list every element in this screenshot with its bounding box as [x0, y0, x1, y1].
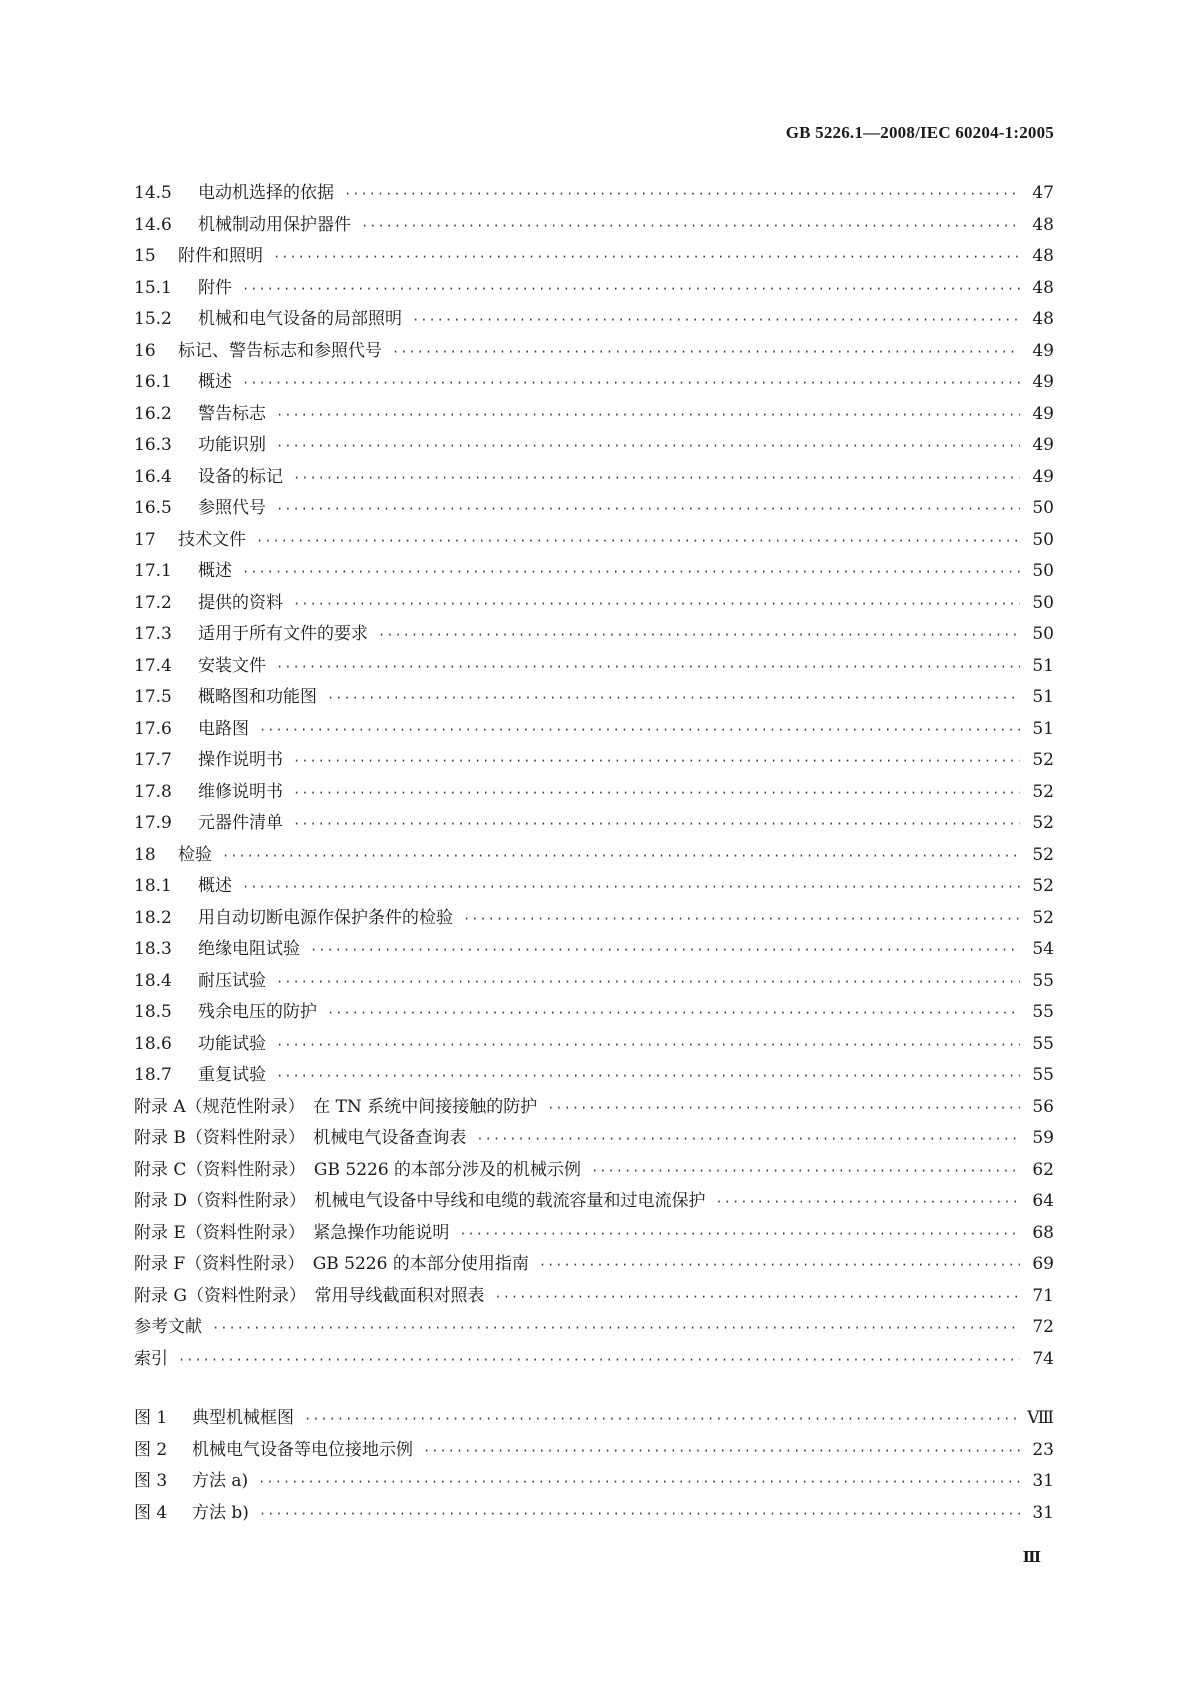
entry-title: 功能试验	[198, 1033, 266, 1054]
entry-title: 适用于所有文件的要求	[198, 624, 368, 644]
entry-page-number: 62	[1032, 1159, 1054, 1180]
entry-page-number: 51	[1032, 718, 1054, 739]
dot-leader	[459, 1219, 1020, 1251]
entry-page-number: 68	[1032, 1222, 1054, 1243]
entry-page-number: 52	[1032, 844, 1054, 865]
entry-title: 附录 D（资料性附录） 机械电气设备中导线和电缆的载流容量和过电流保护	[134, 1191, 706, 1211]
entry-page-number: 74	[1032, 1348, 1054, 1369]
entry-number: 17.2	[134, 592, 172, 613]
toc-entry[interactable]	[134, 1281, 1054, 1313]
figure-entry[interactable]	[134, 1466, 1054, 1498]
toc-entry[interactable]	[134, 1029, 1054, 1061]
entry-title: 典型机械框图	[192, 1408, 294, 1428]
list-of-figures	[134, 1403, 1054, 1529]
dot-leader	[293, 809, 1020, 841]
entry-number: 17.3	[134, 624, 172, 644]
entry-title: 概述	[198, 876, 232, 896]
entry-number: 18.3	[134, 939, 172, 959]
dot-leader	[304, 1404, 1017, 1436]
dot-leader	[242, 872, 1020, 904]
entry-title: 维修说明书	[198, 781, 283, 802]
dot-leader	[361, 211, 1020, 243]
toc-entry[interactable]	[134, 1344, 1054, 1376]
dot-leader	[276, 431, 1020, 463]
toc-entry[interactable]	[134, 966, 1054, 998]
entry-number: 图 4	[134, 1502, 168, 1523]
entry-title: 检验	[178, 844, 212, 865]
dot-leader	[378, 620, 1020, 652]
dot-leader	[242, 557, 1020, 589]
entry-number: 14.5	[134, 183, 172, 203]
entry-title: 参照代号	[198, 498, 266, 518]
entry-title: 附录 E（资料性附录） 紧急操作功能说明	[134, 1222, 450, 1243]
toc-entry[interactable]	[134, 903, 1054, 935]
dot-leader	[494, 1282, 1020, 1314]
page-number: Ⅲ	[1022, 1550, 1041, 1566]
dot-leader	[293, 778, 1020, 810]
entry-page-number: 55	[1032, 970, 1054, 991]
entry-page-number: 49	[1032, 372, 1054, 392]
entry-page-number: 49	[1032, 403, 1054, 424]
entry-page-number: 48	[1032, 246, 1054, 266]
entry-page-number: 31	[1032, 1502, 1054, 1523]
entry-page-number: 50	[1032, 592, 1054, 613]
dot-leader	[591, 1156, 1020, 1188]
entry-title: 技术文件	[178, 529, 246, 550]
entry-page-number: 51	[1032, 687, 1054, 707]
dot-leader	[242, 274, 1020, 306]
dot-leader	[178, 1345, 1020, 1377]
entry-number: 图 3	[134, 1471, 168, 1491]
entry-page-number: 64	[1032, 1191, 1054, 1211]
entry-page-number: 51	[1032, 655, 1054, 676]
entry-title: 机械制动用保护器件	[198, 214, 351, 235]
entry-title: 电动机选择的依据	[198, 183, 334, 203]
figure-entry[interactable]	[134, 1435, 1054, 1467]
entry-page-number: 50	[1032, 498, 1054, 518]
entry-title: 概述	[198, 372, 232, 392]
entry-title: 机械电气设备等电位接地示例	[192, 1439, 413, 1460]
entry-number: 16.1	[134, 372, 172, 392]
dot-leader	[293, 589, 1020, 621]
entry-title: 重复试验	[198, 1065, 266, 1085]
table-of-contents	[134, 178, 1054, 1375]
entry-title: 提供的资料	[198, 592, 283, 613]
toc-entry[interactable]	[134, 808, 1054, 840]
toc-entry[interactable]	[134, 1186, 1054, 1218]
dot-leader	[276, 1061, 1020, 1093]
entry-number: 17.1	[134, 561, 172, 581]
entry-page-number: 50	[1032, 529, 1054, 550]
entry-page-number: 55	[1032, 1002, 1054, 1022]
dot-leader	[259, 1499, 1020, 1531]
entry-number: 16.3	[134, 435, 172, 455]
dot-leader	[242, 368, 1020, 400]
toc-entry[interactable]	[134, 745, 1054, 777]
entry-title: 方法 a)	[192, 1471, 249, 1491]
dot-leader	[392, 337, 1020, 369]
entry-number: 14.6	[134, 214, 172, 235]
toc-entry[interactable]	[134, 1312, 1054, 1344]
entry-page-number: 52	[1032, 876, 1054, 896]
toc-entry[interactable]	[134, 619, 1054, 651]
entry-page-number: 52	[1032, 781, 1054, 802]
entry-title: 附录 B（资料性附录） 机械电气设备查询表	[134, 1128, 467, 1148]
dot-leader	[276, 967, 1020, 999]
entry-title: 附录 A（规范性附录） 在 TN 系统中间接接触的防护	[134, 1096, 538, 1117]
entry-number: 16.2	[134, 403, 172, 424]
dot-leader	[539, 1250, 1020, 1282]
entry-page-number: 55	[1032, 1065, 1054, 1085]
entry-page-number: 52	[1032, 750, 1054, 770]
entry-number: 17.4	[134, 655, 172, 676]
entry-number: 17.8	[134, 781, 172, 802]
entry-page-number: 50	[1032, 561, 1054, 581]
entry-number: 16.4	[134, 466, 172, 487]
toc-entry[interactable]	[134, 682, 1054, 714]
entry-number: 15.2	[134, 309, 172, 329]
toc-entry[interactable]	[134, 367, 1054, 399]
dot-leader	[716, 1187, 1020, 1219]
entry-title: 元器件清单	[198, 813, 283, 833]
entry-title: 方法 b)	[192, 1502, 249, 1523]
entry-number: 18.2	[134, 907, 172, 928]
toc-entry[interactable]	[134, 840, 1054, 872]
toc-entry[interactable]	[134, 997, 1054, 1029]
toc-entry[interactable]	[134, 525, 1054, 557]
entry-title: 概略图和功能图	[198, 687, 317, 707]
dot-leader	[273, 242, 1020, 274]
entry-page-number: 47	[1032, 183, 1054, 203]
toc-entry[interactable]	[134, 651, 1054, 683]
entry-page-number: 48	[1032, 214, 1054, 235]
dot-leader	[293, 463, 1020, 495]
dot-leader	[276, 494, 1020, 526]
entry-page-number: 49	[1032, 340, 1054, 361]
entry-page-number: 50	[1032, 624, 1054, 644]
toc-entry[interactable]	[134, 399, 1054, 431]
entry-title: 用自动切断电源作保护条件的检验	[198, 907, 453, 928]
entry-number: 17	[134, 529, 156, 550]
entry-page-number: 48	[1032, 277, 1054, 298]
toc-entry[interactable]	[134, 777, 1054, 809]
entry-title: 残余电压的防护	[198, 1002, 317, 1022]
entry-number: 图 1	[134, 1408, 168, 1428]
toc-entry[interactable]	[134, 178, 1054, 210]
entry-number: 18.5	[134, 1002, 172, 1022]
entry-number: 16	[134, 340, 156, 361]
entry-page-number: 52	[1032, 813, 1054, 833]
entry-number: 18.6	[134, 1033, 172, 1054]
toc-entry[interactable]	[134, 1123, 1054, 1155]
entry-title: 绝缘电阻试验	[198, 939, 300, 959]
entry-number: 15	[134, 246, 156, 266]
entry-title: 附件和照明	[178, 246, 263, 266]
entry-title: 附录 C（资料性附录） GB 5226 的本部分涉及的机械示例	[134, 1159, 582, 1180]
dot-leader	[423, 1436, 1020, 1468]
dot-leader	[412, 305, 1020, 337]
toc-entry[interactable]	[134, 588, 1054, 620]
figure-entry[interactable]	[134, 1498, 1054, 1530]
dot-leader	[547, 1093, 1020, 1125]
toc-entry[interactable]	[134, 493, 1054, 525]
dot-leader	[258, 1467, 1020, 1499]
entry-title: 耐压试验	[198, 970, 266, 991]
entry-title: 标记、警告标志和参照代号	[178, 340, 382, 361]
entry-page-number: 56	[1032, 1096, 1054, 1117]
toc-entry[interactable]	[134, 1249, 1054, 1281]
entry-page-number: 54	[1032, 939, 1054, 959]
entry-title: 附件	[198, 277, 232, 298]
dot-leader	[344, 179, 1020, 211]
entry-number: 18.4	[134, 970, 172, 991]
entry-title: 参考文献	[134, 1317, 202, 1337]
toc-entry[interactable]	[134, 304, 1054, 336]
entry-page-number: 31	[1032, 1471, 1054, 1491]
toc-entry[interactable]	[134, 556, 1054, 588]
entry-title: 设备的标记	[198, 466, 283, 487]
toc-entry[interactable]	[134, 1092, 1054, 1124]
toc-entry[interactable]	[134, 462, 1054, 494]
entry-page-number: 55	[1032, 1033, 1054, 1054]
entry-page-number: 69	[1032, 1254, 1054, 1274]
entry-title: 安装文件	[198, 655, 266, 676]
figure-entry[interactable]	[134, 1403, 1054, 1435]
entry-page-number: 71	[1032, 1285, 1054, 1306]
entry-page-number: 72	[1032, 1317, 1054, 1337]
entry-title: 警告标志	[198, 403, 266, 424]
entry-title: 操作说明书	[198, 750, 283, 770]
entry-page-number: 49	[1032, 466, 1054, 487]
toc-entry[interactable]	[134, 210, 1054, 242]
entry-number: 15.1	[134, 277, 172, 298]
dot-leader	[293, 746, 1020, 778]
toc-entry[interactable]	[134, 934, 1054, 966]
entry-page-number: 49	[1032, 435, 1054, 455]
toc-entry[interactable]	[134, 241, 1054, 273]
dot-leader	[276, 652, 1020, 684]
entry-title: 索引	[134, 1348, 168, 1369]
toc-entry[interactable]	[134, 336, 1054, 368]
entry-title: 电路图	[198, 718, 249, 739]
toc-entry[interactable]	[134, 1155, 1054, 1187]
entry-page-number: 48	[1032, 309, 1054, 329]
entry-number: 图 2	[134, 1439, 168, 1460]
entry-number: 16.5	[134, 498, 172, 518]
entry-number: 18	[134, 844, 156, 865]
entry-number: 17.6	[134, 718, 172, 739]
dot-leader	[327, 683, 1020, 715]
entry-number: 17.5	[134, 687, 172, 707]
dot-leader	[310, 935, 1020, 967]
dot-leader	[463, 904, 1020, 936]
dot-leader	[276, 400, 1020, 432]
toc-entry[interactable]	[134, 714, 1054, 746]
dot-leader	[276, 1030, 1020, 1062]
toc-entry[interactable]	[134, 1218, 1054, 1250]
dot-leader	[222, 841, 1020, 873]
toc-entry[interactable]	[134, 430, 1054, 462]
entry-number: 18.1	[134, 876, 172, 896]
dot-leader	[256, 526, 1020, 558]
toc-entry[interactable]	[134, 871, 1054, 903]
toc-entry[interactable]	[134, 273, 1054, 305]
entry-page-number: Ⅷ	[1027, 1408, 1054, 1428]
dot-leader	[476, 1124, 1020, 1156]
entry-number: 17.7	[134, 750, 172, 770]
standard-number-header: GB 5226.1—2008/IEC 60204-1:2005	[785, 123, 1054, 142]
dot-leader	[212, 1313, 1020, 1345]
entry-title: 附录 G（资料性附录） 常用导线截面积对照表	[134, 1285, 485, 1306]
dot-leader	[259, 715, 1020, 747]
entry-title: 附录 F（资料性附录） GB 5226 的本部分使用指南	[134, 1254, 529, 1274]
entry-page-number: 59	[1032, 1128, 1054, 1148]
entry-page-number: 23	[1032, 1439, 1054, 1460]
entry-title: 机械和电气设备的局部照明	[198, 309, 402, 329]
dot-leader	[327, 998, 1020, 1030]
entry-title: 概述	[198, 561, 232, 581]
toc-entry[interactable]	[134, 1060, 1054, 1092]
entry-page-number: 52	[1032, 907, 1054, 928]
entry-number: 17.9	[134, 813, 172, 833]
entry-number: 18.7	[134, 1065, 172, 1085]
entry-title: 功能识别	[198, 435, 266, 455]
